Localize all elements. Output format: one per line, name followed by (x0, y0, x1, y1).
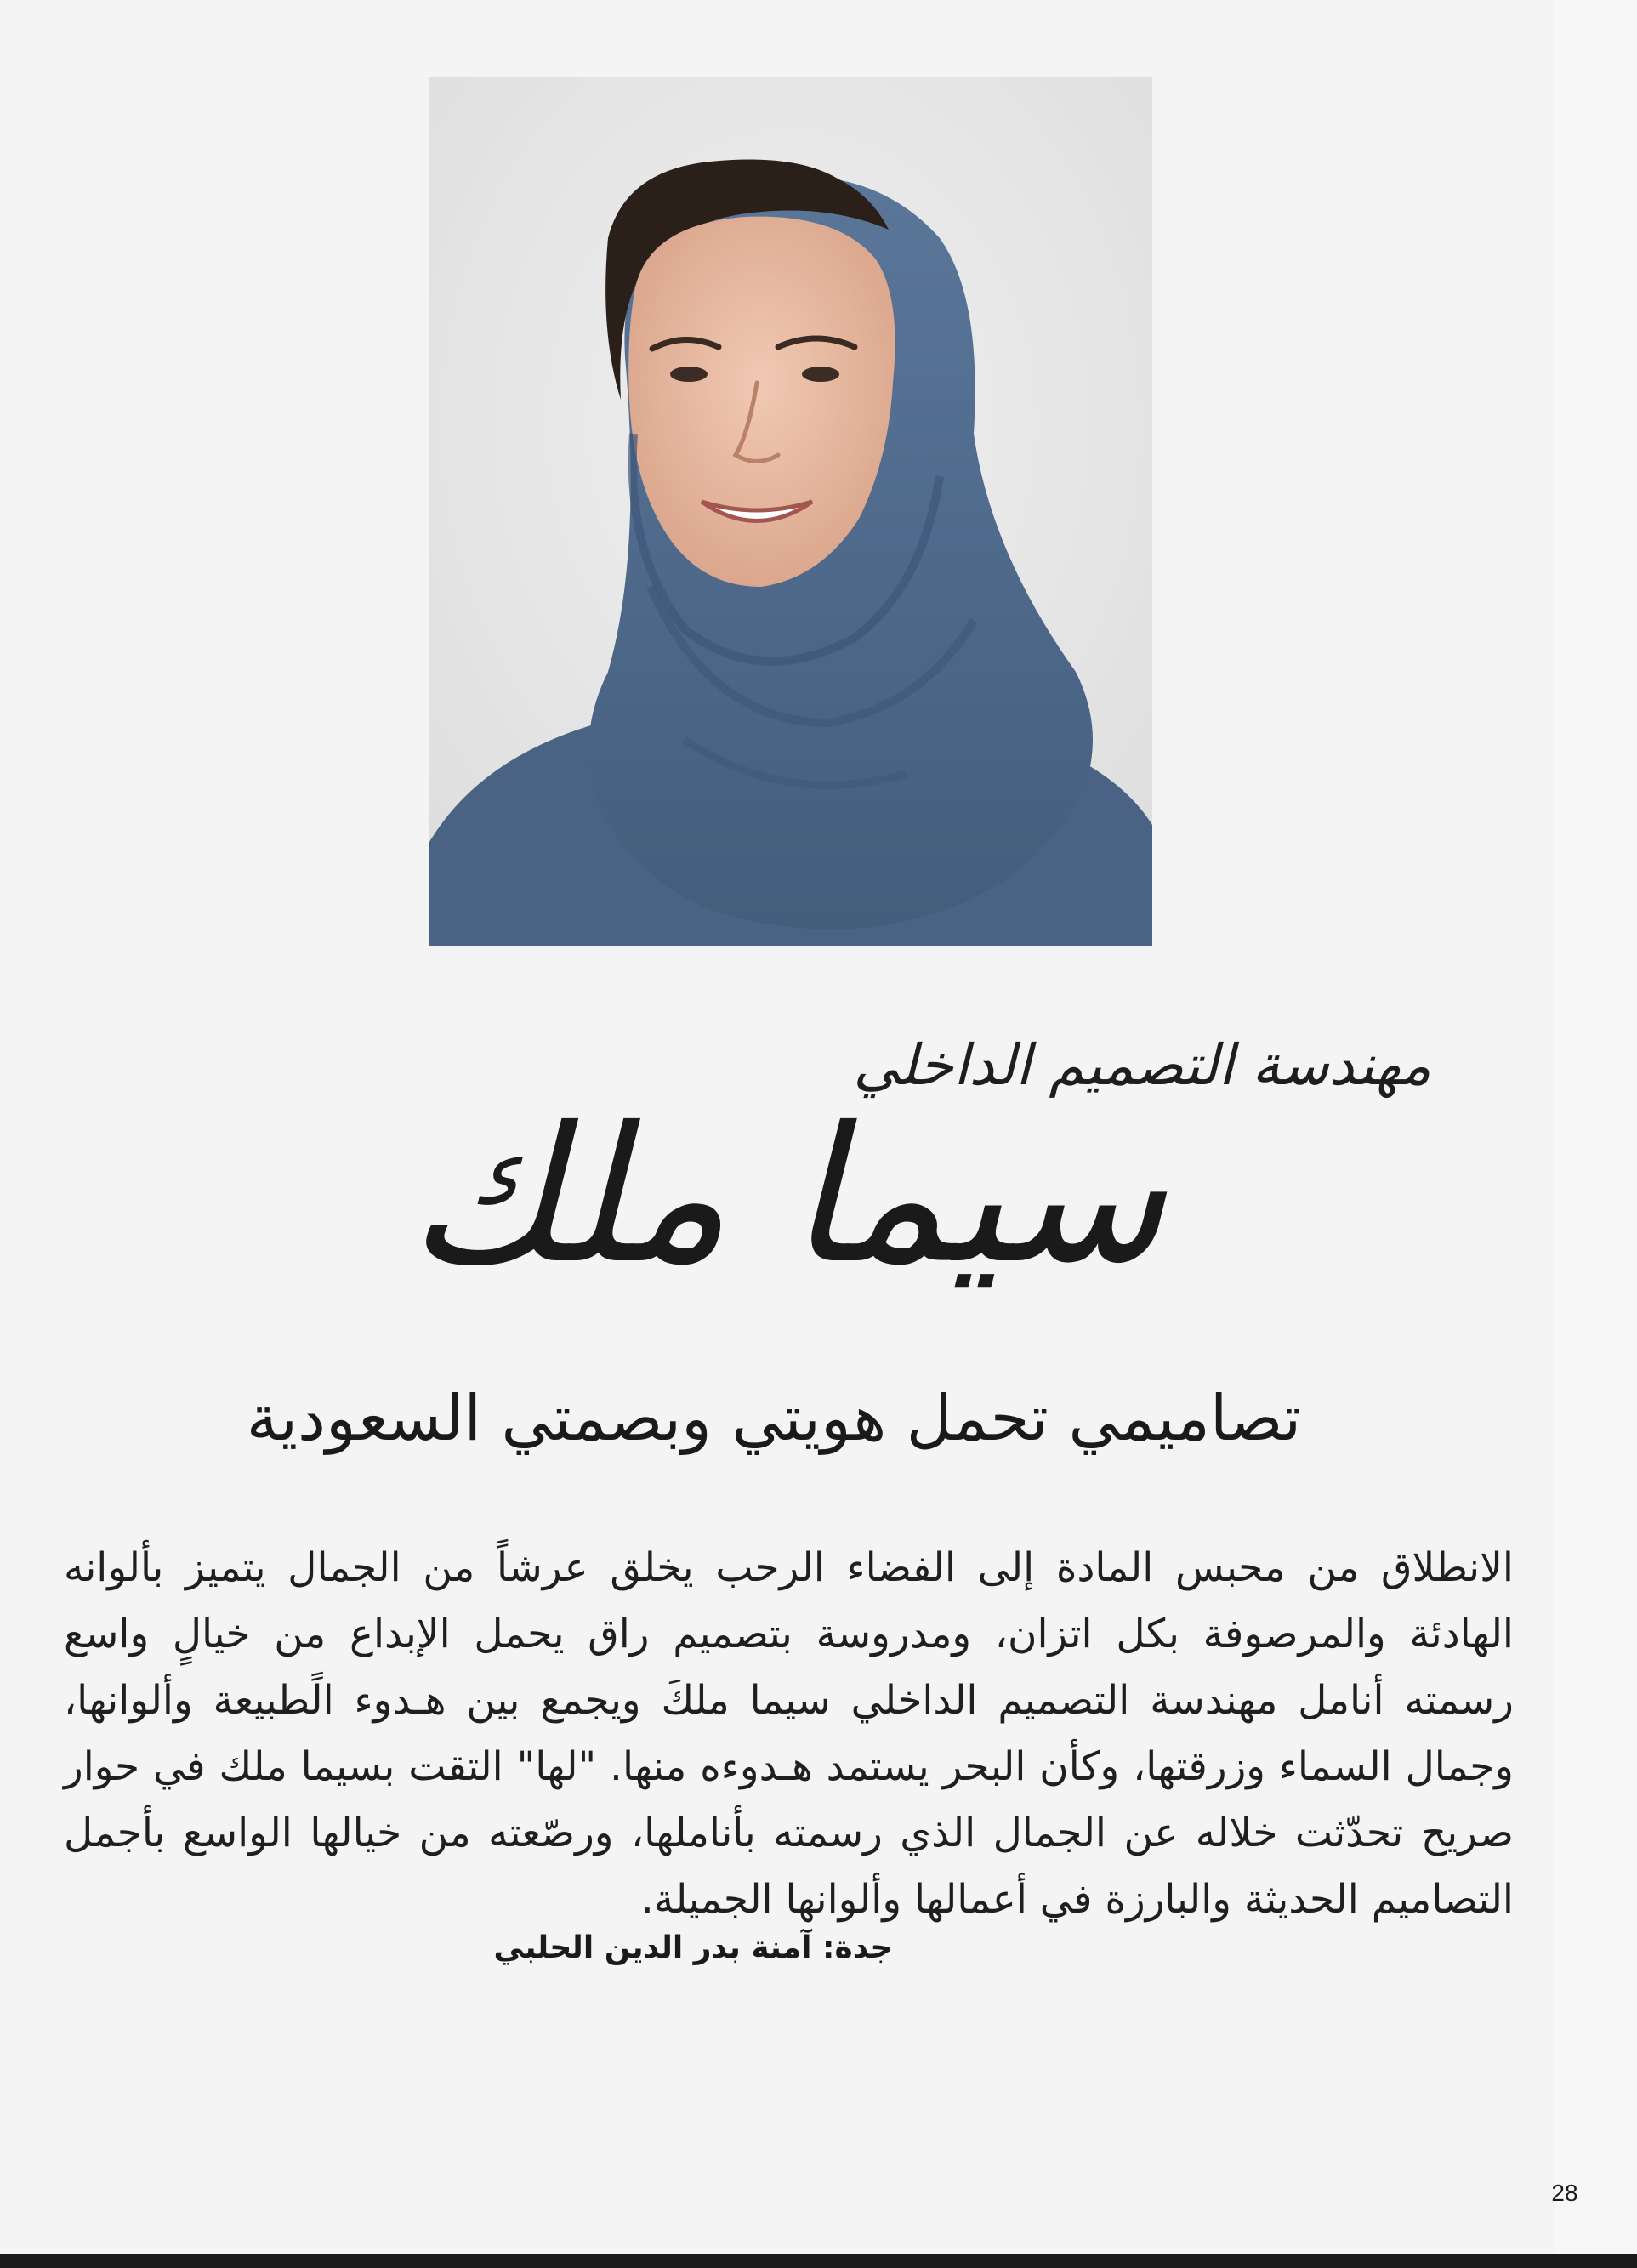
article-headline: سيما ملك (407, 1087, 1166, 1305)
article-subheadline: تصاميمي تحمل هويتي وبصمتي السعودية (246, 1382, 1302, 1455)
article-kicker: مهندسة التصميم الداخلي (853, 1032, 1431, 1098)
article-byline: جدة: آمنة بدر الدين الحلبي (493, 1930, 893, 1965)
adjacent-page-strip (1555, 0, 1637, 2268)
article-intro: الانطلاق من محبس المادة إلى الفضاء الرحب يخلق عرشاً من الجمال يتميز بألوانه الهادئة والمرصوفة بكل اتزان، ومدروسة بتصميم راق يحمل الإبداع من خيالٍ واسع رسمته أنامل مهندسة التصميم الداخلي سيما ملكَ ويجمع بين هـدوء الًطبيعة وألوانها، وجمال السماء وزرقتها، وكأن البحر يستمد هـدوءه منها. "لها" التقت بسيما ملك في حوار صريح تحدّثت خلاله عن الجمال الذي رسمته بأناملها، ورصّعته من خيالها الواسع بأجمل التصاميم الحديثة والبارزة في أعمالها وألوانها الجميلة. (64, 1544, 1514, 1923)
bottom-scan-edge (0, 2254, 1637, 2268)
portrait-photo (429, 77, 1152, 946)
page-number: 28 (1551, 2180, 1578, 2206)
